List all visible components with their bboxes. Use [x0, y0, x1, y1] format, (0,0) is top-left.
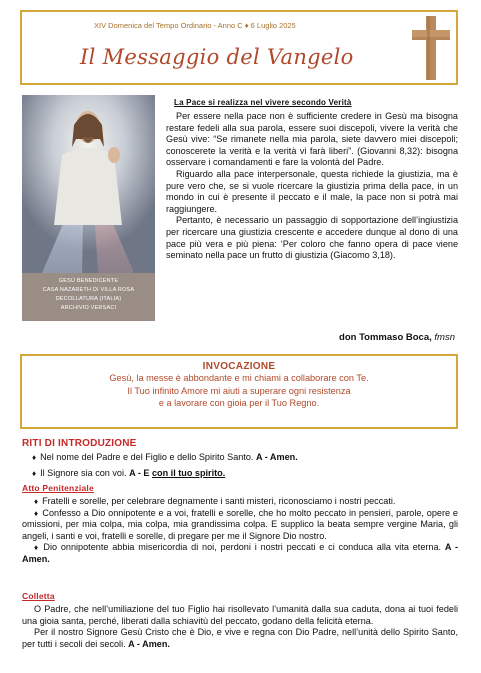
atto-heading: Atto Penitenziale	[22, 483, 94, 493]
invocation-line: e a lavorare con gioia per il Tuo Regno.	[158, 398, 320, 408]
caption-line: GESÙ BENEDICENTE	[58, 278, 119, 284]
atto-paragraph: ♦ Confesso a Dio onnipotente e a voi, fratelli e sorelle, che ho molto peccato in pensieri, parole, opere e omissioni, per mia colpa, mia colpa, mia grandissima colpa. E supplico la beata sempre vergine Maria, gli angeli, i santi e voi, fratelli e sorelle, di pregare per me il Signore Dio nostro.	[22, 508, 458, 543]
invocation-line: Gesù, la messe è abbondante e mi chiami a collaborare con Te.	[109, 373, 369, 383]
caption-line: ARCHIVIO VERSACI	[60, 305, 117, 311]
response: A - Amen.	[128, 638, 170, 649]
atto-block	[22, 496, 458, 566]
atto-text: Dio onnipotente abbia misericordia di noi, perdoni i nostri peccati e ci conduca alla vita eterna.	[43, 542, 442, 553]
image-caption	[22, 273, 155, 321]
invocation-line: Il Tuo infinito Amore mi aiuti a superare ogni resistenza	[127, 385, 351, 396]
response: A - Amen.	[22, 542, 458, 564]
article-title: La Pace si realizza nel vivere secondo Verità	[174, 98, 352, 107]
riti-heading: RITI DI INTRODUZIONE	[22, 438, 137, 449]
article-paragraph: Pertanto, è necessario un passaggio di sopportazione dell’ingiustizia per ricercare una giustizia crescente e accedere dunque al dono di una pace più vera e più piena: ‘Per coloro che fanno opera di pace viene seminato nella pace un frutto di giustizia (Giacomo 3,18).	[166, 215, 458, 261]
riti-line	[32, 468, 458, 480]
riti-block	[22, 452, 458, 479]
invocation-box	[20, 354, 458, 429]
author-name: don Tommaso Boca,	[339, 332, 432, 343]
response: A - E	[129, 467, 150, 478]
header-box	[20, 10, 458, 85]
response: A - Amen.	[255, 452, 298, 462]
article-paragraph: Per essere nella pace non è sufficiente credere in Gesù ma bisogna restare fedeli alla sua parola, essere suoi discepoli, vivere la verità che Gesù vive: “Se rimanete nella mia parola, siete davvero miei discepoli; conoscerete la verità e la verità vi farà liberi”. (Giovanni 8,32): bisogna osservare i comandamenti e fare la volontà del Padre.	[166, 111, 458, 168]
author-role: fmsn	[434, 332, 455, 343]
colletta-block	[22, 604, 458, 650]
colletta-text: Per il nostro Signore Gesù Cristo che è Dio, e vive e regna con Dio Padre, nell’unità dello Spirito Santo, per tutti i secoli dei secoli.	[22, 627, 458, 649]
caption-line: DECOLLATURA (ITALIA)	[55, 296, 122, 302]
article-body	[166, 111, 458, 262]
atto-paragraph: ♦ Fratelli e sorelle, per celebrare degnamente i santi misteri, riconosciamo i nostri peccati.	[22, 496, 458, 508]
article-signature	[339, 332, 455, 343]
riti-line-text: Il Signore sia con voi.	[40, 467, 127, 478]
invocation-title: INVOCAZIONE	[202, 361, 276, 372]
wooden-cross-icon	[408, 14, 454, 82]
jesus-painting	[22, 95, 155, 273]
caption-line: CASA NAZARETH DI VILLA ROSA	[42, 287, 135, 293]
page-title: Il Messaggio del Vangelo	[80, 45, 354, 69]
response-underlined: con il tuo spirito.	[151, 467, 226, 478]
article-paragraph: Riguardo alla pace interpersonale, questa richiede la giustizia, ma è pure vero che, se si vuole ricercare la giustizia prima della pace, in un mondo in cui è presente il peccato e il male, la pace non si potrà mai raggiungere.	[166, 168, 458, 214]
riti-line	[32, 452, 458, 464]
colletta-paragraph	[22, 627, 458, 650]
colletta-heading: Colletta	[22, 591, 55, 601]
colletta-paragraph: O Padre, che nell’umiliazione del tuo Figlio hai risollevato l’umanità dalla sua caduta, dona ai tuoi fedeli una gioia santa, perché, liberati dalla schiavitù del peccato, godano della felicità eterna.	[22, 604, 458, 626]
header-subtitle: XIV Domenica del Tempo Ordinario - Anno C ♦ 6 Luglio 2025	[94, 21, 296, 30]
riti-line-text: Nel nome del Padre e del Figlio e dello Spirito Santo.	[40, 452, 254, 462]
jesus-benedicente-image	[22, 95, 155, 321]
atto-paragraph	[22, 542, 458, 565]
